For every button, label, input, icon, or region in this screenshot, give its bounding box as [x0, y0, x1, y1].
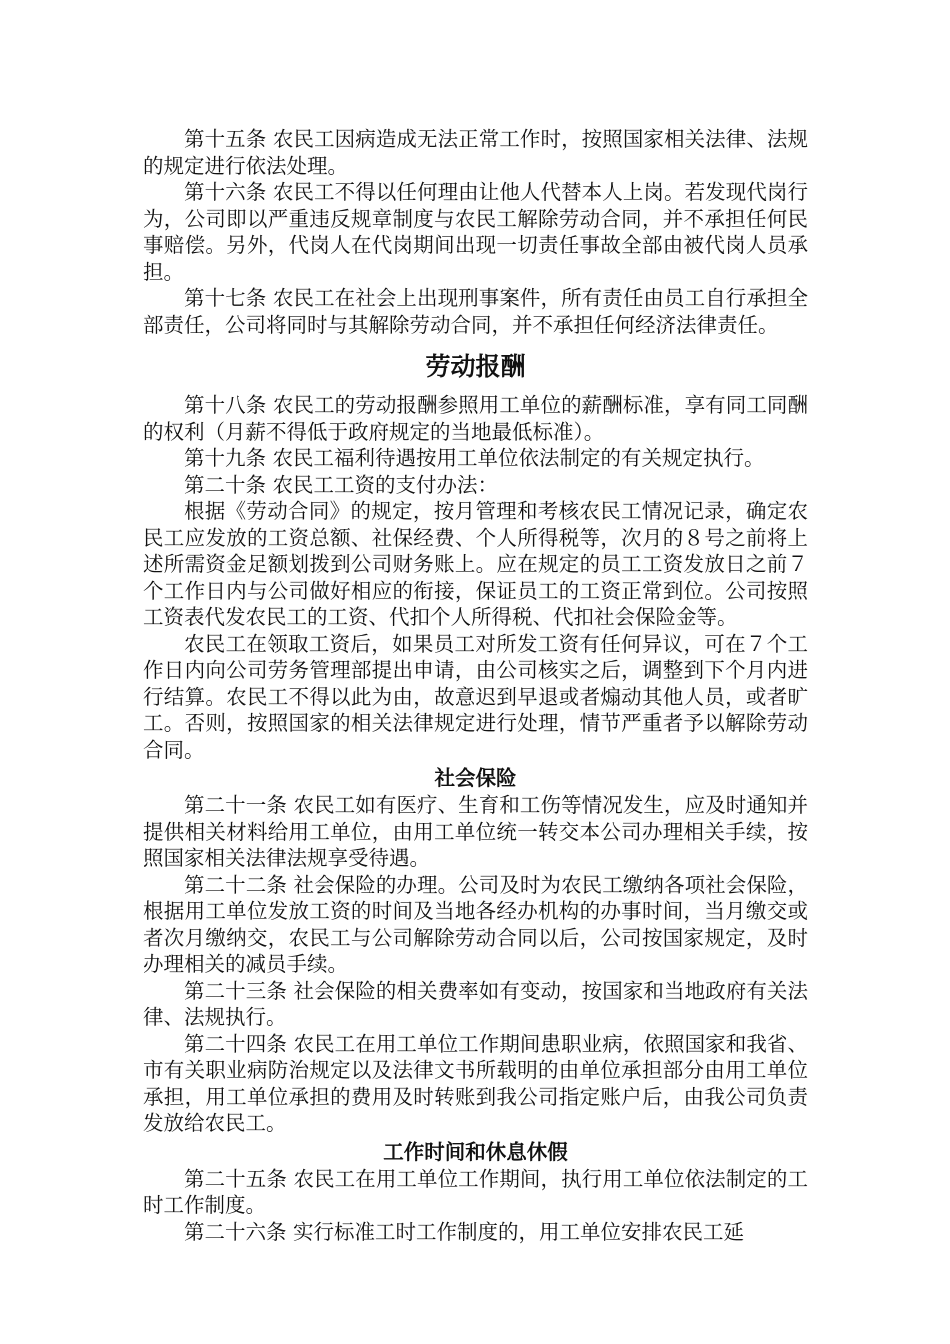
section-heading-labor-pay: 劳动报酬 [425, 352, 526, 381]
article-21: 第二十一条 农民工如有医疗、生育和工伤等情况发生，应及时通知并提供相关材料给用工单位，由用工单位统一转交本公司办理相关手续，按照国家相关法律法规享受待遇。 [143, 793, 808, 870]
section-heading-work-time: 工作时间和休息休假 [383, 1139, 568, 1164]
article-15: 第十五条 农民工因病造成无法正常工作时，按照国家相关法律、法规的规定进行依法处理。 [143, 127, 808, 178]
article-19: 第十九条 农民工福利待遇按用工单位依法制定的有关规定执行。 [184, 446, 765, 470]
article-24: 第二十四条 农民工在用工单位工作期间患职业病，依照国家和我省、市有关职业病防治规定以及法律文书所载明的由单位承担部分由用工单位承担，用工单位承担的费用及时转账到我公司指定账户后，由我公司负责发放给农民工。 [143, 1031, 808, 1135]
article-22: 第二十二条 社会保险的办理。公司及时为农民工缴纳各项社会保险，根据用工单位发放工资的时间及当地各经办机构的办事时间，当月缴交或者次月缴纳交，农民工与公司解除劳动合同以后，公司按国家规定，及时办理相关的减员手续。 [143, 872, 808, 976]
article-16: 第十六条 农民工不得以任何理由让他人代替本人上岗。若发现代岗行为，公司即以严重违反规章制度与农民工解除劳动合同，并不承担任何民事赔偿。另外，代岗人在代岗期间出现一切责任事故全部由被代岗人员承担。 [143, 180, 808, 284]
article-17: 第十七条 农民工在社会上出现刑事案件，所有责任由员工自行承担全部责任，公司将同时与其解除劳动合同，并不承担任何经济法律责任。 [143, 286, 808, 337]
document-page [143, 126, 808, 1245]
section-heading-social-insurance: 社会保险 [434, 766, 517, 790]
article-20-detail-b: 农民工在领取工资后，如果员工对所发工资有任何异议，可在７个工作日内向公司劳务管理部提出申请，由公司核实之后，调整到下个月内进行结算。农民工不得以此为由，故意迟到早退或者煽动其他人员，或者旷工。否则，按照国家的相关法律规定进行处理，情节严重者予以解除劳动合同。 [143, 631, 808, 762]
article-20-detail-a: 根据《劳动合同》的规定，按月管理和考核农民工情况记录，确定农民工应发放的工资总额、社保经费、个人所得税等，次月的８号之前将上述所需资金足额划拨到公司财务账上。应在规定的员工工资发放日之前７个工作日内与公司做好相应的衔接，保证员工的工资正常到位。公司按照工资表代发农民工的工资、代扣个人所得税、代扣社会保险金等。 [143, 499, 808, 629]
article-23: 第二十三条 社会保险的相关费率如有变动，按国家和当地政府有关法律、法规执行。 [143, 978, 808, 1029]
article-18: 第十八条 农民工的劳动报酬参照用工单位的薪酬标准，享有同工同酬的权利（月薪不得低于政府规定的当地最低标准）。 [143, 393, 808, 444]
article-25: 第二十五条 农民工在用工单位工作期间，执行用工单位依法制定的工时工作制度。 [143, 1166, 808, 1217]
article-20: 第二十条 农民工工资的支付办法： [184, 472, 499, 497]
article-26: 第二十六条 实行标准工时工作制度的，用工单位安排农民工延 [184, 1219, 745, 1244]
